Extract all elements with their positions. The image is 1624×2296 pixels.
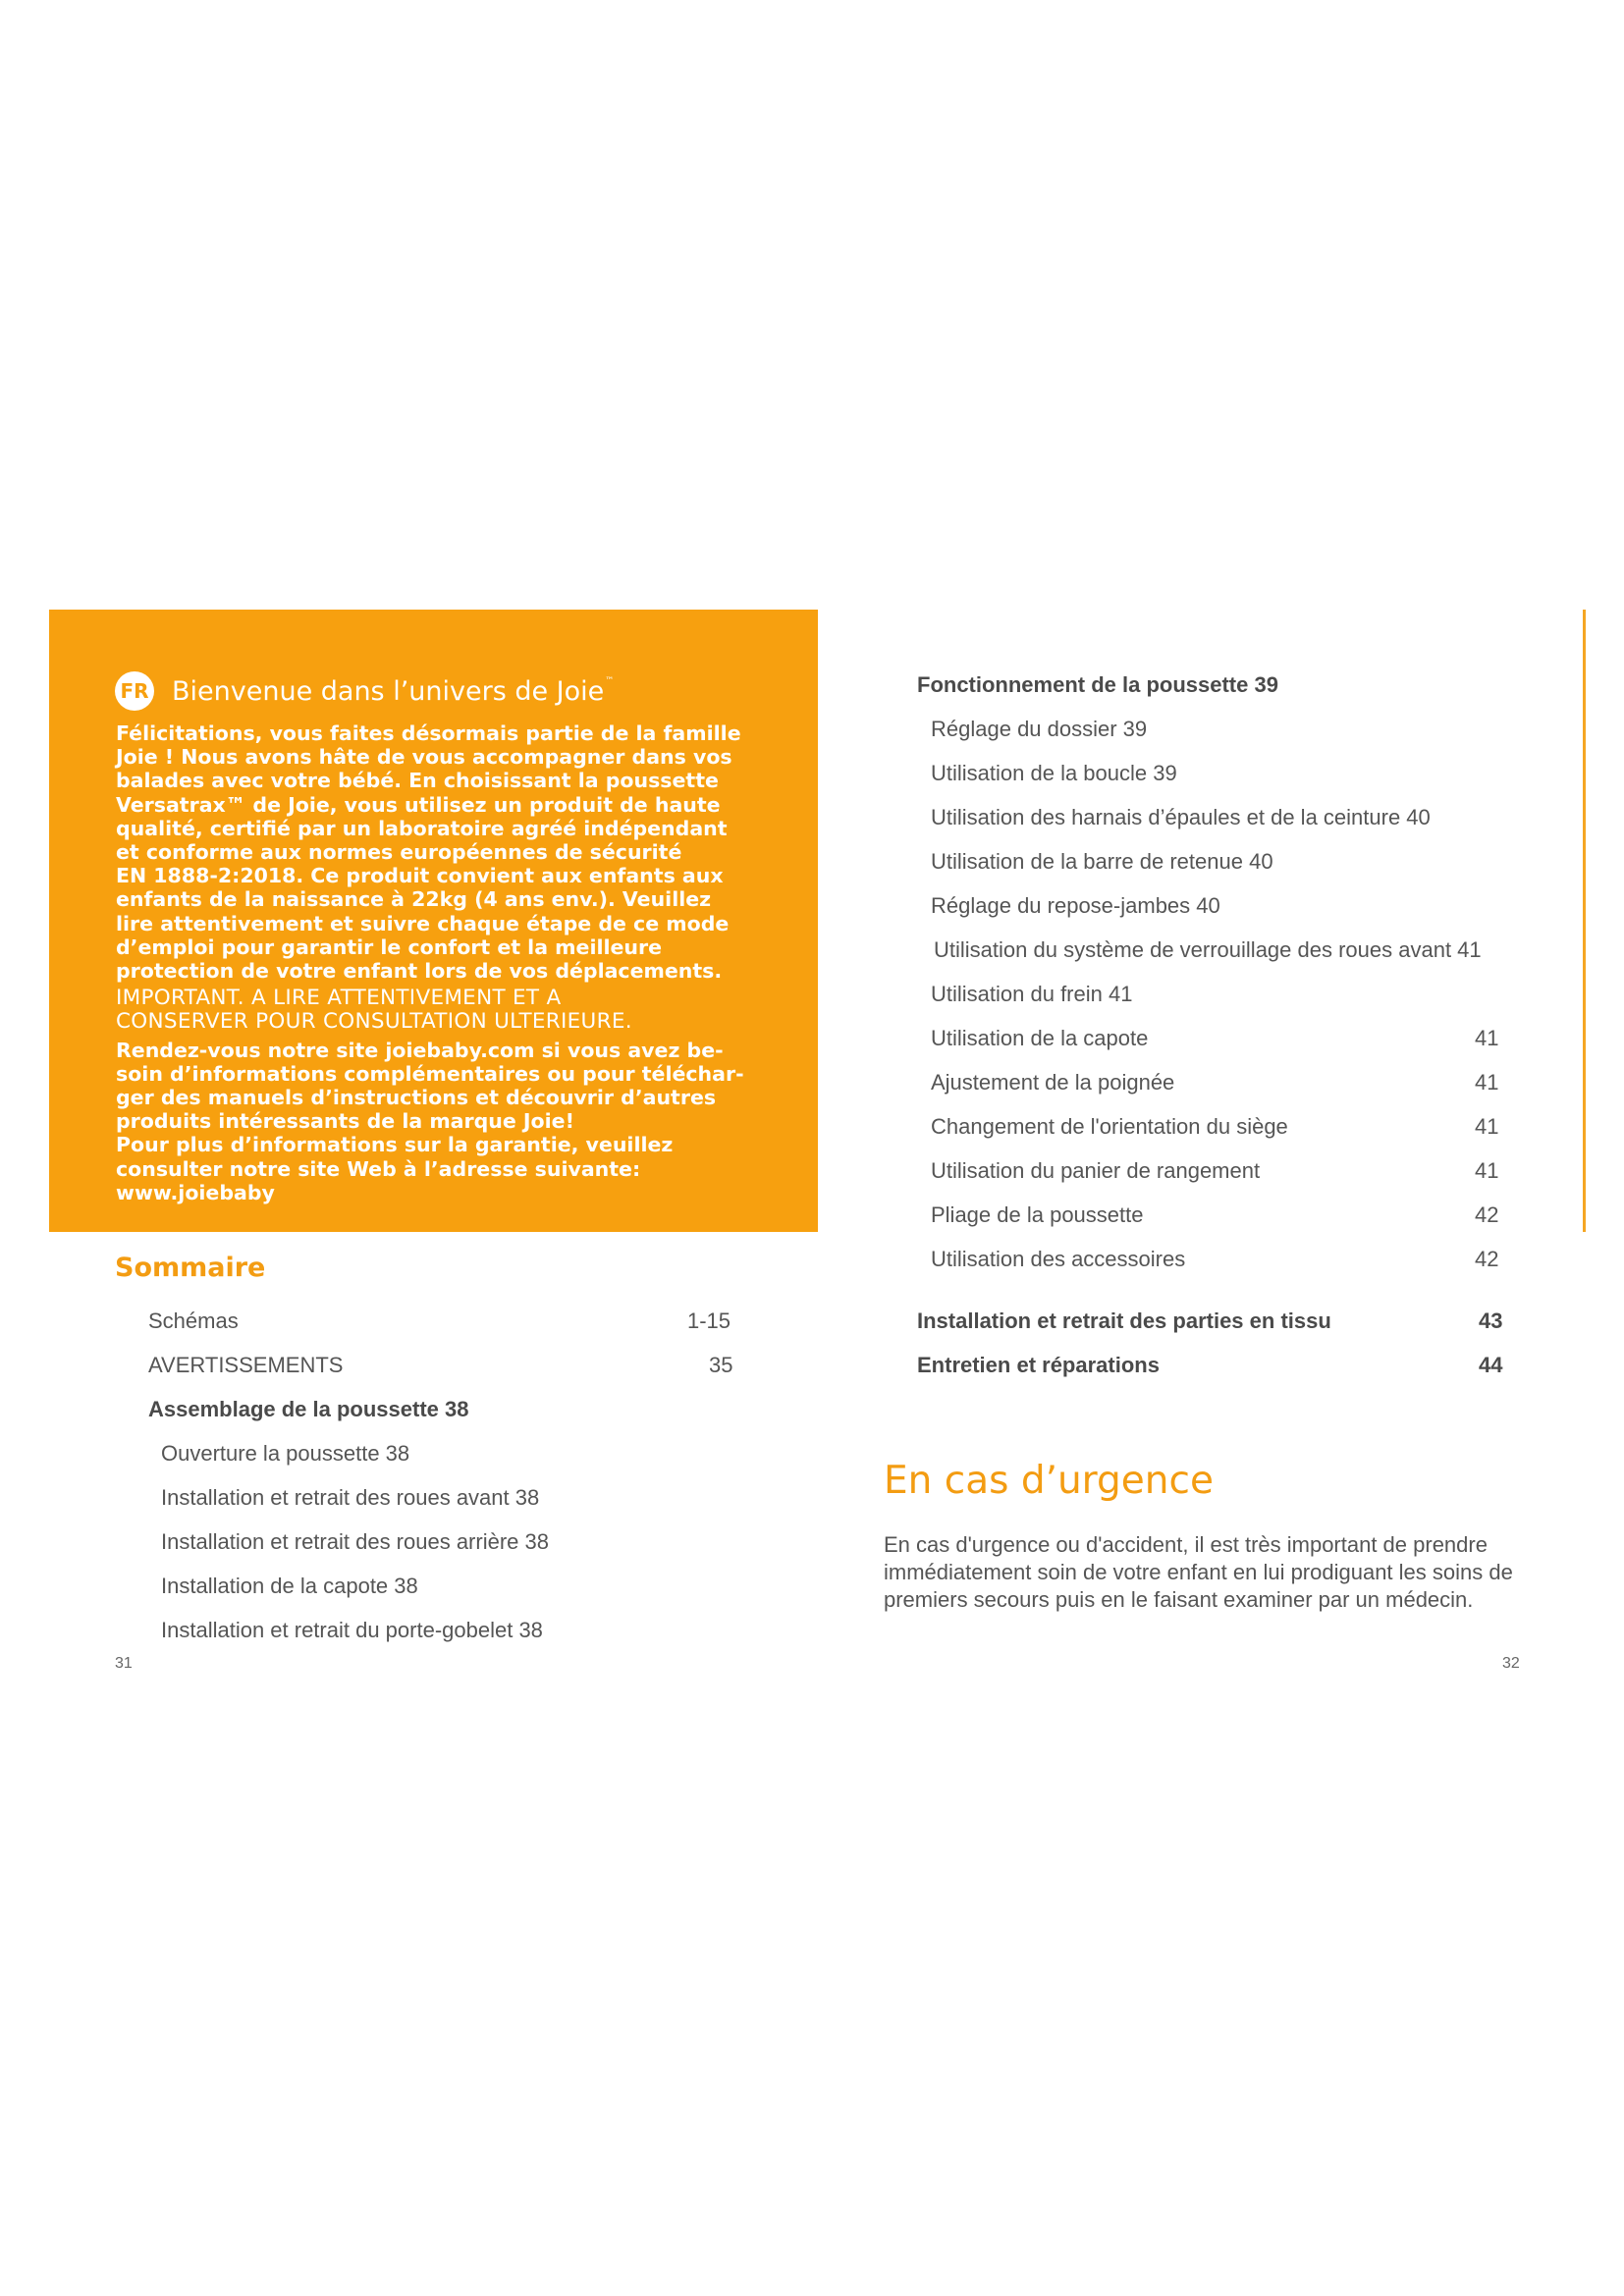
toc-item-fonctionnement[interactable]: Fonctionnement de la poussette 39 [917,672,1278,697]
toc-item-dossier[interactable]: Réglage du dossier 39 [931,717,1148,741]
toc-item-verrouillage[interactable]: Utilisation du système de verrouillage des roues avant 41 [934,937,1482,962]
toc-item-frein[interactable]: Utilisation du frein 41 [931,982,1133,1006]
toc-item-tissu[interactable]: Installation et retrait des parties en tissu [917,1308,1331,1333]
toc-item-roues-arriere[interactable]: Installation et retrait des roues arrière 38 [161,1529,549,1554]
welcome-paragraph: Félicitations, vous faites désormais partie de la famille Joie ! Nous avons hâte de vous accompagner dans vos balades avec votre bébé. En choisissant la poussette Versatrax™ de Joie, vous utilisez un produit de haute qualité, certifié par un laboratoire agréé indépendant et conforme aux normes européennes de sécurité EN 1888-2:2018. Ce produit convient aux enfants aux enfants de la naissance à 22kg (4 ans env.). Veuillez lire attentivement et suivre chaque étape de ce mode d’emploi pour garantir le confort et la meilleure protection de votre enfant lors de vos déplacements. [116,721,741,984]
toc-page-utilisation-capote: 41 [1475,1026,1499,1050]
sommaire-title: Sommaire [115,1253,266,1283]
toc-page-panier: 41 [1475,1158,1499,1183]
toc-item-repose-jambes[interactable]: Réglage du repose-jambes 40 [931,893,1220,918]
toc-page-entretien: 44 [1479,1353,1503,1377]
toc-item-roues-avant[interactable]: Installation et retrait des roues avant 38 [161,1485,540,1510]
toc-item-porte-gobelet[interactable]: Installation et retrait du porte-gobelet 38 [161,1618,543,1642]
toc-item-poignee[interactable]: Ajustement de la poignée [931,1070,1175,1095]
toc-item-harnais[interactable]: Utilisation des harnais d’épaules et de la ceinture 40 [931,805,1431,829]
toc-page-orientation: 41 [1475,1114,1499,1139]
toc-page-schemas: 1-15 [687,1308,731,1333]
urgence-text: En cas d'urgence ou d'accident, il est très important de prendre immédiatement soin de votre enfant en lui prodiguant les soins de premiers secours puis en le faisant examiner par un médecin. [884,1532,1513,1612]
welcome-text [116,721,803,1204]
page-number-right: 32 [1502,1655,1520,1672]
welcome-panel [49,610,818,1232]
toc-item-accessoires[interactable]: Utilisation des accessoires [931,1247,1186,1271]
right-margin-rule [1583,610,1586,1232]
toc-item-pliage[interactable]: Pliage de la poussette [931,1202,1144,1227]
page-number-left: 31 [115,1655,133,1672]
toc-item-schemas[interactable]: Schémas [148,1308,239,1333]
toc-page-accessoires: 42 [1475,1247,1499,1271]
toc-item-boucle[interactable]: Utilisation de la boucle 39 [931,761,1177,785]
toc-item-utilisation-capote[interactable]: Utilisation de la capote [931,1026,1149,1050]
toc-item-barre-retenue[interactable]: Utilisation de la barre de retenue 40 [931,849,1273,874]
toc-item-capote[interactable]: Installation de la capote 38 [161,1574,418,1598]
toc-item-ouverture[interactable]: Ouverture la poussette 38 [161,1441,410,1466]
welcome-header [115,671,614,711]
toc-page-pliage: 42 [1475,1202,1499,1227]
urgence-title: En cas d’urgence [884,1459,1214,1503]
website-paragraph: Rendez-vous notre site joiebaby.com si vous avez be- soin d’informations complémentaires ou pour téléchar- ger des manuels d’instructions et découvrir d’autres produits intéressants de la marque Joie! Pour plus d’informations sur la garantie, veuillez consulter notre site Web à l’adresse suivante: www.joiebaby [116,1038,744,1204]
toc-page-avertissements: 35 [709,1353,733,1377]
language-badge: FR [115,671,154,711]
toc-item-assemblage[interactable]: Assemblage de la poussette 38 [148,1397,469,1421]
toc-item-avertissements[interactable]: AVERTISSEMENTS [148,1353,344,1377]
toc-item-entretien[interactable]: Entretien et réparations [917,1353,1160,1377]
toc-item-orientation[interactable]: Changement de l'orientation du siège [931,1114,1288,1139]
important-notice: IMPORTANT. A LIRE ATTENTIVEMENT ET A CONSERVER POUR CONSULTATION ULTERIEURE. [116,986,632,1035]
welcome-title: Bienvenue dans l’univers de Joie™ [172,675,615,707]
toc-page-tissu: 43 [1479,1308,1503,1333]
toc-page-poignee: 41 [1475,1070,1499,1095]
toc-item-panier[interactable]: Utilisation du panier de rangement [931,1158,1261,1183]
